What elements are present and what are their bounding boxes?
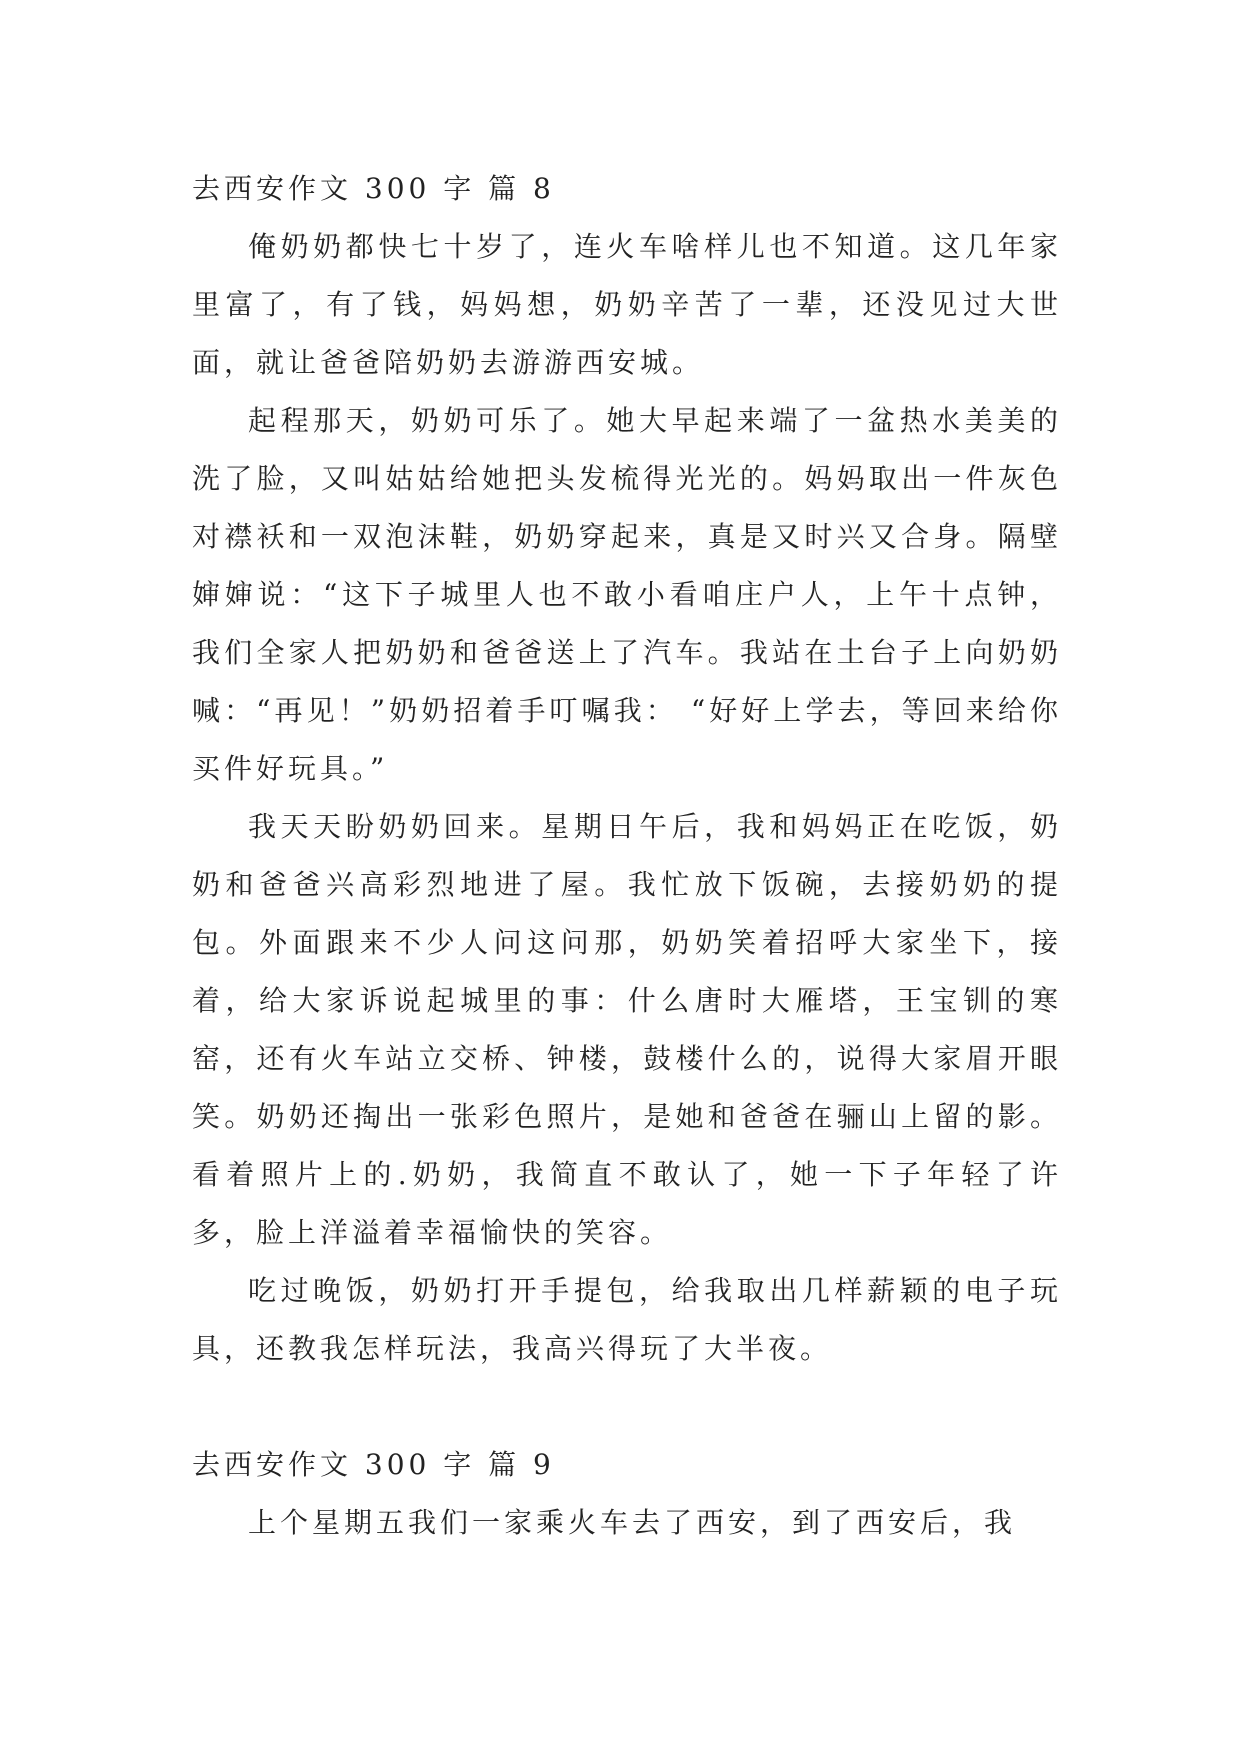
document-body xyxy=(192,160,1062,1552)
section-spacer xyxy=(192,1378,1062,1436)
section-heading: 去西安作文 300 字 篇 8 xyxy=(192,172,555,205)
paragraph: 吃过晚饭，奶奶打开手提包，给我取出几样薪颖的电子玩具，还教我怎样玩法，我高兴得玩了大半夜。 xyxy=(192,1274,1062,1365)
paragraph: 起程那天，奶奶可乐了。她大早起来端了一盆热水美美的洗了脸，又叫姑姑给她把头发梳得光光的。妈妈取出一件灰色对襟袄和一双泡沫鞋，奶奶穿起来，真是又时兴又合身。隔壁婶婶说：“这下子城里人也不敢小看咱庄户人，上午十点钟，我们全家人把奶奶和爸爸送上了汽车。我站在土台子上向奶奶喊：“再见！”奶奶招着手叮嘱我： “好好上学去，等回来给你买件好玩具。” xyxy=(192,404,1062,785)
paragraph: 我天天盼奶奶回来。星期日午后，我和妈妈正在吃饭，奶奶和爸爸兴高彩烈地进了屋。我忙放下饭碗，去接奶奶的提包。外面跟来不少人问这问那，奶奶笑着招呼大家坐下，接着，给大家诉说起城里的事：什么唐时大雁塔，王宝钏的寒窑，还有火车站立交桥、钟楼，鼓楼什么的，说得大家眉开眼笑。奶奶还掏出一张彩色照片，是她和爸爸在骊山上留的影。看着照片上的.奶奶，我简直不敢认了，她一下子年轻了许多，脸上洋溢着幸福愉快的笑容。 xyxy=(192,810,1062,1249)
section-heading: 去西安作文 300 字 篇 9 xyxy=(192,1448,555,1481)
paragraph: 俺奶奶都快七十岁了，连火车啥样儿也不知道。这几年家里富了，有了钱，妈妈想，奶奶辛苦了一辈，还没见过大世面，就让爸爸陪奶奶去游游西安城。 xyxy=(192,230,1062,379)
paragraph: 上个星期五我们一家乘火车去了西安，到了西安后，我 xyxy=(248,1506,1017,1539)
